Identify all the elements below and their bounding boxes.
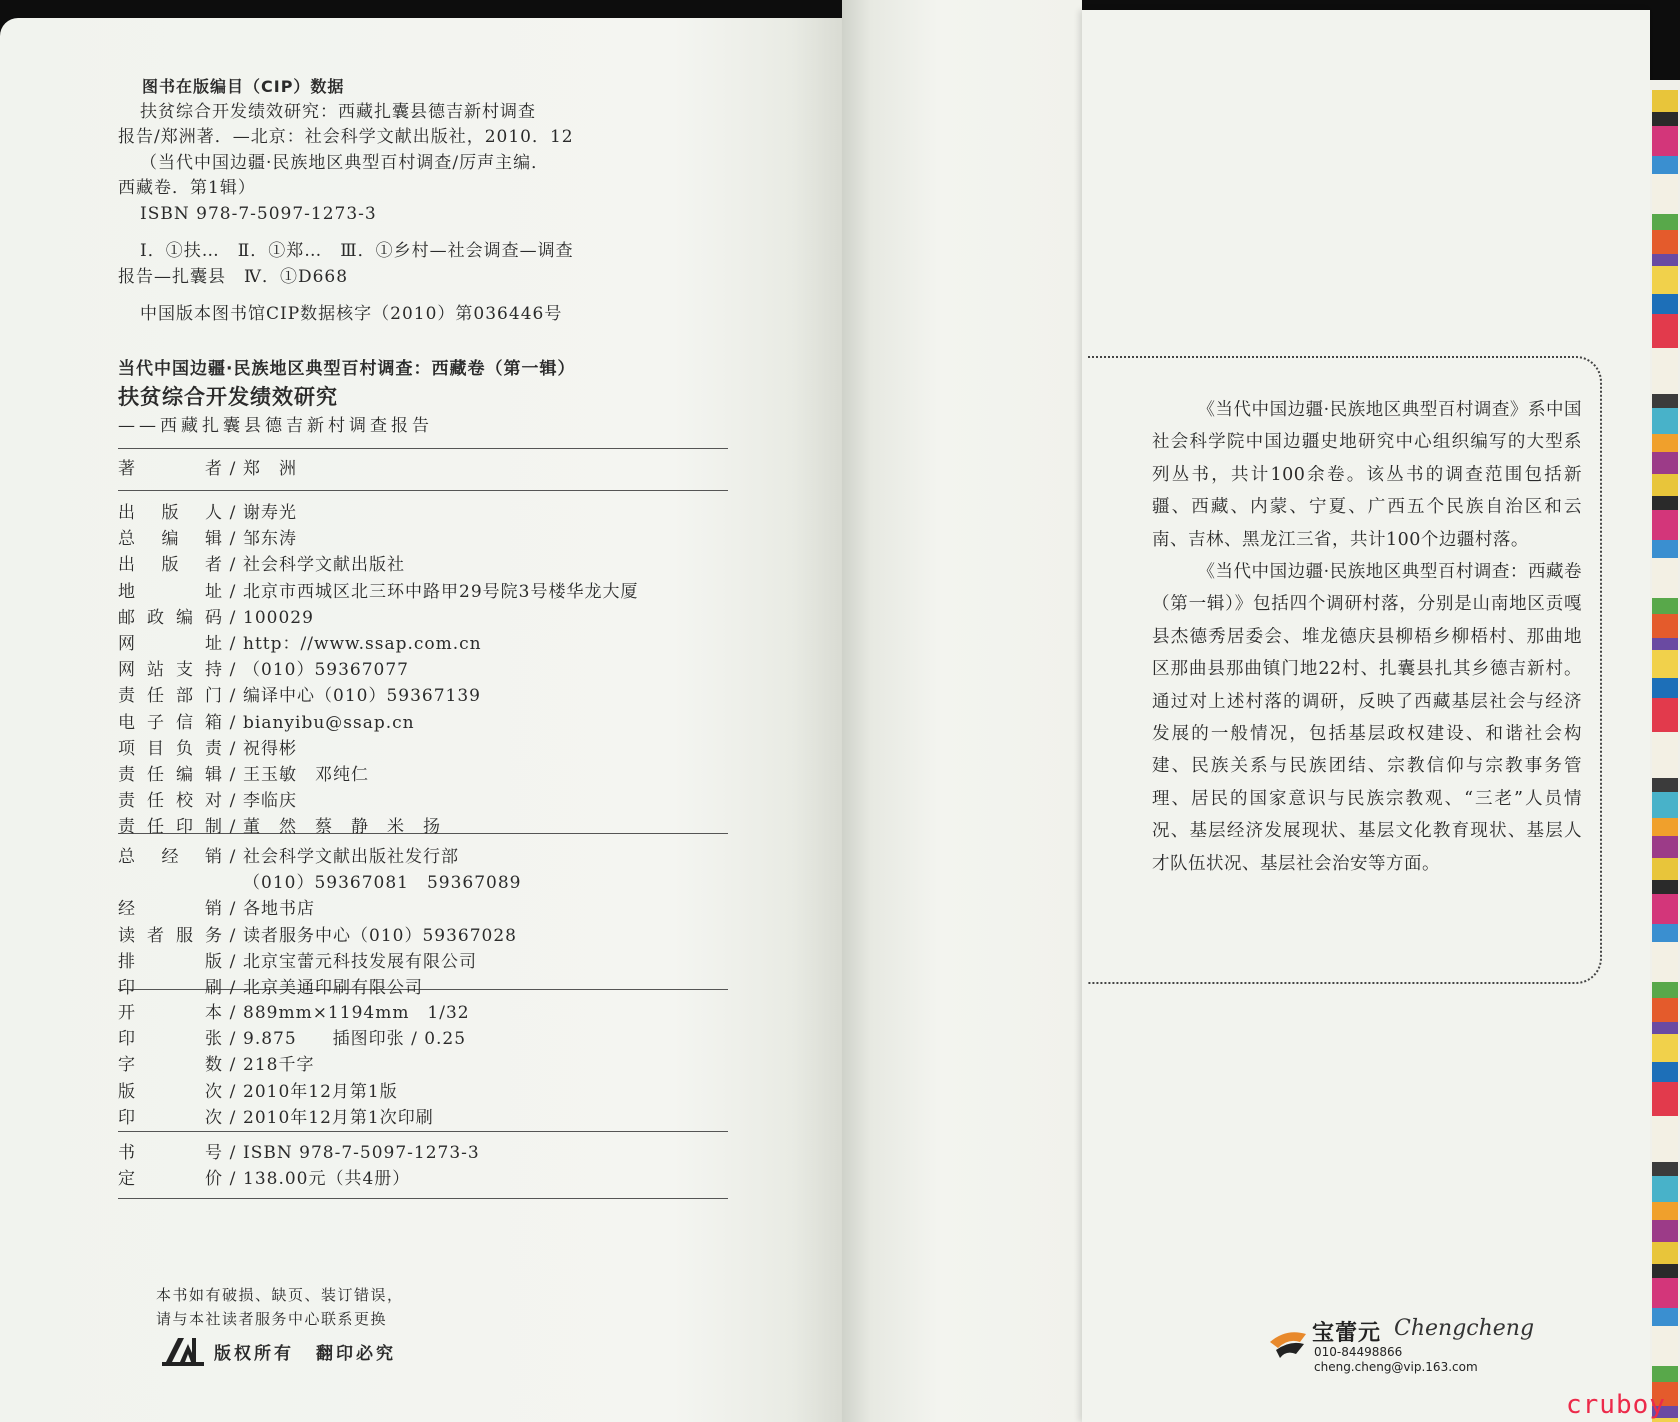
color-bar bbox=[1652, 174, 1678, 214]
info-key: 电子信箱 bbox=[118, 712, 223, 733]
color-bar bbox=[1652, 254, 1678, 266]
info-row bbox=[118, 500, 728, 526]
info-key: 读者服务 bbox=[118, 925, 223, 946]
info-separator: / bbox=[229, 607, 237, 628]
section-rule bbox=[118, 1198, 728, 1199]
color-bar bbox=[1652, 818, 1678, 836]
info-separator: / bbox=[229, 581, 237, 602]
color-bar bbox=[1652, 1220, 1678, 1242]
typesetter-name: 宝蕾元 bbox=[1312, 1321, 1382, 1346]
info-value: 郑 洲 bbox=[243, 459, 297, 479]
color-bar bbox=[1652, 540, 1678, 558]
info-separator: / bbox=[229, 1003, 237, 1023]
typesetter-phone: 010-84498866 bbox=[1314, 1345, 1403, 1359]
color-bar bbox=[1652, 1034, 1678, 1062]
info-row bbox=[118, 1166, 728, 1192]
description-paragraph: 《当代中国边疆·民族地区典型百村调查：西藏卷（第一辑）》包括四个调研村落，分别是山南地区贡嘎县杰德秀居委会、堆龙德庆县柳梧乡柳梧村、那曲地区那曲县那曲镇门地22村、扎囊县扎其乡德吉新村。通过对上述村落的调研，反映了西藏基层社会与经济发展的一般情况，包括基层政权建设、和谐社会构建、民族关系与民族团结、宗教信仰与宗教事务管理、居民的国家意识与民族宗教观、“三老”人员情况、基层经济发展现状、基层文化教育现状、基层人才队伍状况、基层社会治安等方面。 bbox=[1152, 562, 1582, 874]
info-group bbox=[118, 1000, 728, 1131]
info-key: 总 经 销 bbox=[118, 847, 223, 867]
color-bar bbox=[1652, 314, 1678, 348]
typesetter-logo-icon bbox=[1266, 1320, 1310, 1362]
info-key: 网 址 bbox=[118, 634, 223, 655]
cip-line: （当代中国边疆·民族地区典型百村调查/厉声主编． bbox=[140, 152, 550, 173]
info-row bbox=[118, 896, 728, 922]
info-group bbox=[118, 1140, 728, 1192]
typesetter-email: cheng.cheng@vip.163.com bbox=[1314, 1360, 1478, 1374]
info-key: 版 次 bbox=[118, 1081, 223, 1102]
info-row bbox=[118, 762, 728, 788]
info-separator: / bbox=[229, 634, 237, 655]
color-bar bbox=[1652, 1242, 1678, 1264]
notice-line: 请与本社读者服务中心联系更换 bbox=[156, 1310, 388, 1328]
info-separator: / bbox=[229, 555, 237, 576]
color-bar bbox=[1652, 880, 1678, 894]
info-key: 出 版 者 bbox=[118, 555, 223, 576]
info-value: 218千字 bbox=[243, 1055, 315, 1076]
color-bar bbox=[1652, 792, 1678, 818]
info-value: 各地书店 bbox=[243, 899, 315, 920]
info-value: http：//www.ssap.com.cn bbox=[243, 634, 482, 655]
info-row bbox=[118, 1026, 728, 1052]
info-key: 定 价 bbox=[118, 1169, 223, 1190]
info-separator: / bbox=[229, 1081, 237, 1102]
color-bar bbox=[1652, 1062, 1678, 1082]
info-row bbox=[118, 788, 728, 814]
color-edge-bars bbox=[1652, 90, 1678, 1422]
info-value: 谢寿光 bbox=[243, 503, 297, 523]
color-bar bbox=[1652, 474, 1678, 496]
color-bar bbox=[1652, 408, 1678, 434]
color-bar bbox=[1652, 266, 1678, 294]
color-bar bbox=[1652, 1278, 1678, 1308]
info-value: 编译中心（010）59367139 bbox=[243, 686, 481, 707]
info-row bbox=[118, 605, 728, 631]
color-bar bbox=[1652, 942, 1678, 982]
info-value: 读者服务中心（010）59367028 bbox=[243, 925, 517, 946]
color-bar bbox=[1652, 778, 1678, 792]
color-bar bbox=[1652, 112, 1678, 126]
info-row bbox=[118, 631, 728, 657]
series-title: 当代中国边疆·民族地区典型百村调查：西藏卷（第一辑） bbox=[118, 359, 576, 379]
info-key: 地 址 bbox=[118, 581, 223, 602]
info-separator: / bbox=[229, 765, 237, 786]
info-value: 董 然 蔡 静 米 扬 bbox=[243, 817, 441, 838]
color-bar bbox=[1652, 230, 1678, 254]
color-bar bbox=[1652, 982, 1678, 998]
info-row bbox=[118, 1052, 728, 1078]
info-key: 项目负责 bbox=[118, 738, 223, 759]
color-bar bbox=[1652, 1308, 1678, 1326]
info-separator: / bbox=[229, 529, 237, 550]
info-value: 138.00元（共4册） bbox=[243, 1169, 411, 1190]
replacement-notice bbox=[156, 1283, 404, 1331]
info-value: 社会科学文献出版社发行部 bbox=[243, 847, 459, 867]
color-bar bbox=[1652, 1366, 1678, 1382]
info-separator: / bbox=[229, 738, 237, 759]
color-bar bbox=[1652, 1202, 1678, 1220]
color-bar bbox=[1652, 214, 1678, 230]
info-separator: / bbox=[229, 817, 237, 838]
info-value: 王玉敏 邓纯仁 bbox=[243, 765, 369, 786]
color-bar bbox=[1652, 678, 1678, 698]
cip-line: 扶贫综合开发绩效研究：西藏扎囊县德吉新村调查 bbox=[140, 101, 536, 122]
info-value: 祝得彬 bbox=[243, 738, 297, 759]
info-value: （010）59367077 bbox=[243, 660, 409, 681]
section-rule bbox=[118, 1131, 728, 1132]
info-key: 书 号 bbox=[118, 1143, 223, 1163]
cip-isbn: ISBN 978-7-5097-1273-3 bbox=[140, 203, 377, 224]
info-key: 邮政编码 bbox=[118, 607, 223, 628]
info-key: 网站支持 bbox=[118, 660, 223, 681]
info-separator: / bbox=[229, 660, 237, 681]
info-value: bianyibu@ssap.cn bbox=[243, 712, 415, 733]
info-row bbox=[118, 870, 728, 896]
info-value: 北京市西城区北三环中路甲29号院3号楼华龙大厦 bbox=[243, 581, 639, 602]
book-subtitle: ——西藏扎囊县德吉新村调查报告 bbox=[118, 416, 433, 436]
color-bar bbox=[1652, 496, 1678, 510]
info-separator: / bbox=[229, 686, 237, 707]
section-rule bbox=[118, 490, 728, 491]
cip-line: Ⅰ．①扶… Ⅱ．①郑… Ⅲ．①乡村—社会调查—调查 bbox=[140, 241, 574, 261]
info-separator: / bbox=[229, 951, 237, 972]
info-row bbox=[118, 526, 728, 552]
color-bar bbox=[1652, 1022, 1678, 1034]
scanner-watermark: cruboy bbox=[1566, 1390, 1666, 1420]
info-key: 开 本 bbox=[118, 1003, 223, 1023]
publisher-mark-icon bbox=[162, 1336, 204, 1366]
info-value: 2010年12月第1次印刷 bbox=[243, 1107, 434, 1128]
info-row bbox=[118, 1140, 728, 1166]
color-bar bbox=[1652, 294, 1678, 314]
info-separator: / bbox=[229, 712, 237, 733]
no-reproduction: 翻印必究 bbox=[316, 1343, 396, 1364]
info-key: 排 版 bbox=[118, 951, 223, 972]
info-separator: / bbox=[229, 791, 237, 812]
info-key: 责任编辑 bbox=[118, 765, 223, 786]
info-row bbox=[118, 1105, 728, 1131]
info-value: 889mm×1194mm 1/32 bbox=[243, 1003, 470, 1023]
info-row bbox=[118, 844, 728, 870]
rights-reserved: 版权所有 bbox=[214, 1343, 294, 1364]
section-rule bbox=[118, 448, 728, 449]
info-separator: / bbox=[229, 847, 237, 867]
info-key: 著 者 bbox=[118, 459, 223, 479]
color-bar bbox=[1652, 1326, 1678, 1366]
info-separator: / bbox=[229, 1029, 237, 1050]
color-bar bbox=[1652, 510, 1678, 540]
info-key: 责任校对 bbox=[118, 791, 223, 812]
info-row bbox=[118, 923, 728, 949]
info-separator: / bbox=[229, 503, 237, 523]
info-separator: / bbox=[229, 978, 237, 999]
info-separator: / bbox=[229, 1169, 237, 1190]
color-bar bbox=[1652, 452, 1678, 474]
info-value: （010）59367081 59367089 bbox=[243, 873, 522, 894]
info-row bbox=[118, 814, 728, 840]
info-group bbox=[118, 456, 728, 482]
typesetter-logo bbox=[1266, 1312, 1535, 1376]
title-block bbox=[118, 354, 730, 436]
info-value: 2010年12月第1版 bbox=[243, 1081, 398, 1102]
info-key: 责任部门 bbox=[118, 686, 223, 707]
info-key: 责任印制 bbox=[118, 817, 223, 838]
info-value: 社会科学文献出版社 bbox=[243, 555, 405, 576]
color-bar bbox=[1652, 348, 1678, 394]
color-bar bbox=[1652, 858, 1678, 880]
cip-line: 报告—扎囊县 Ⅳ．①D668 bbox=[118, 266, 349, 287]
info-separator bbox=[223, 870, 243, 896]
color-bar bbox=[1652, 1176, 1678, 1202]
info-separator: / bbox=[229, 1143, 237, 1163]
color-bar bbox=[1652, 90, 1678, 112]
info-separator: / bbox=[229, 1107, 237, 1128]
info-row bbox=[118, 552, 728, 578]
color-bar bbox=[1652, 1264, 1678, 1278]
info-row bbox=[118, 657, 728, 683]
info-value: 100029 bbox=[243, 607, 314, 628]
info-key: 经 销 bbox=[118, 899, 223, 920]
cip-heading: 图书在版编目（CIP）数据 bbox=[142, 77, 345, 96]
typesetter-script-name: Chengcheng bbox=[1394, 1316, 1535, 1341]
color-bar bbox=[1652, 394, 1678, 408]
color-bar bbox=[1652, 638, 1678, 650]
info-row bbox=[118, 1079, 728, 1105]
info-row bbox=[118, 710, 728, 736]
color-bar bbox=[1652, 836, 1678, 858]
color-bar bbox=[1652, 1116, 1678, 1162]
color-bar bbox=[1652, 650, 1678, 678]
color-bar bbox=[1652, 434, 1678, 452]
cip-record-number: 中国版本图书馆CIP数据核字（2010）第036446号 bbox=[140, 304, 563, 324]
info-group bbox=[118, 500, 728, 841]
info-value: 邹东涛 bbox=[243, 529, 297, 550]
info-group bbox=[118, 844, 728, 1001]
info-key: 出 版 人 bbox=[118, 503, 223, 523]
info-value: 李临庆 bbox=[243, 791, 297, 812]
info-value: 北京美通印刷有限公司 bbox=[243, 978, 423, 999]
info-value: 北京宝蕾元科技发展有限公司 bbox=[243, 951, 477, 972]
info-value: ISBN 978-7-5097-1273-3 bbox=[243, 1143, 480, 1163]
color-bar bbox=[1652, 1082, 1678, 1116]
info-separator: / bbox=[229, 899, 237, 920]
info-key: 印 次 bbox=[118, 1107, 223, 1128]
info-row bbox=[118, 579, 728, 605]
info-separator: / bbox=[229, 925, 237, 946]
info-key bbox=[118, 870, 223, 896]
color-bar bbox=[1652, 732, 1678, 778]
color-bar bbox=[1652, 598, 1678, 614]
cip-data-block bbox=[118, 74, 730, 328]
color-bar bbox=[1652, 156, 1678, 174]
info-key: 字 数 bbox=[118, 1055, 223, 1076]
cip-line: 西藏卷．第1辑） bbox=[118, 178, 256, 198]
info-key: 总 编 辑 bbox=[118, 529, 223, 550]
color-bar bbox=[1652, 614, 1678, 638]
color-bar bbox=[1652, 1162, 1678, 1176]
color-bar bbox=[1652, 698, 1678, 732]
color-bar bbox=[1652, 924, 1678, 942]
info-value: 9.875 插图印张 / 0.25 bbox=[243, 1029, 467, 1050]
info-separator: / bbox=[229, 1055, 237, 1076]
color-bar bbox=[1652, 894, 1678, 924]
book-gutter bbox=[842, 0, 1082, 1422]
book-title: 扶贫综合开发绩效研究 bbox=[118, 385, 338, 409]
copyright-notice bbox=[162, 1336, 396, 1366]
info-key: 印 张 bbox=[118, 1029, 223, 1050]
series-description bbox=[1152, 394, 1582, 880]
info-separator: / bbox=[229, 459, 237, 479]
color-bar bbox=[1652, 126, 1678, 156]
info-row bbox=[118, 736, 728, 762]
info-row bbox=[118, 683, 728, 709]
info-row bbox=[118, 1000, 728, 1026]
description-paragraph: 《当代中国边疆·民族地区典型百村调查》系中国社会科学院中国边疆史地研究中心组织编写的大型系列丛书，共计100余卷。该丛书的调查范围包括新疆、西藏、内蒙、宁夏、广西五个民族自治区和云南、吉林、黑龙江三省，共计100个边疆村落。 bbox=[1152, 400, 1582, 550]
info-row bbox=[118, 456, 728, 482]
info-row bbox=[118, 949, 728, 975]
notice-line: 本书如有破损、缺页、装订错误， bbox=[156, 1286, 404, 1304]
info-row bbox=[118, 975, 728, 1001]
color-bar bbox=[1652, 558, 1678, 598]
color-bar bbox=[1652, 998, 1678, 1022]
cip-line: 报告/郑洲著．—北京：社会科学文献出版社，2010．12 bbox=[118, 127, 574, 147]
info-key: 印 刷 bbox=[118, 978, 223, 999]
